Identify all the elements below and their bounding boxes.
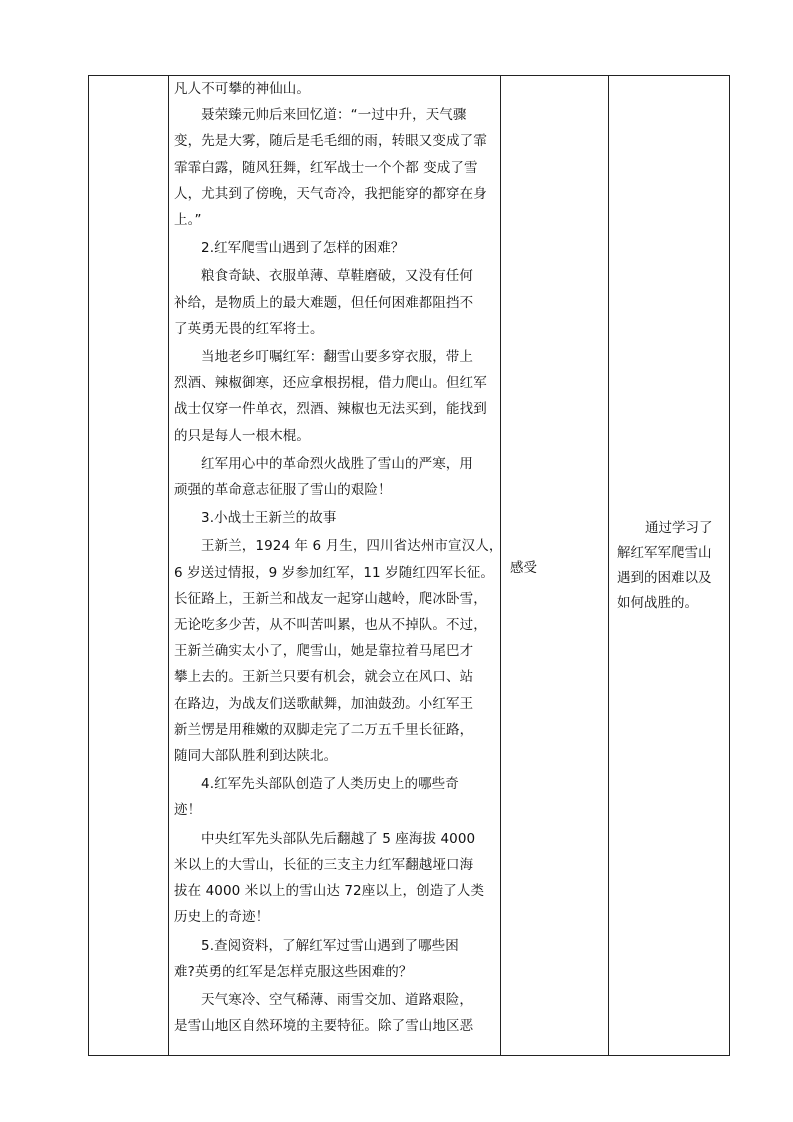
- intent-line: 解红军军爬雪山: [617, 544, 712, 561]
- intent-line: 遇到的困难以及: [617, 569, 712, 586]
- activity-text: 感受: [510, 559, 537, 576]
- content-line: 攀上去的。王新兰只要有机会，就会立在风口、站: [174, 669, 474, 686]
- content-line: 2.红军爬雪山遇到了怎样的困难？: [201, 240, 405, 257]
- content-line: 随同大部队胜利到达陕北。: [174, 748, 338, 765]
- content-line: 人，尤其到了傍晚，天气奇冷，我把能穿的都穿在身: [174, 185, 487, 202]
- content-line: 中央红军先头部队先后翻越了 5 座海拔 4000: [201, 830, 476, 847]
- content-line: 烈酒、辣椒御寒，还应拿根拐棍，借力爬山。但红军: [174, 375, 487, 392]
- content-line: 迹！: [174, 802, 202, 819]
- content-line: 是雪山地区自然环境的主要特征。除了雪山地区恶: [174, 1018, 474, 1035]
- content-line: 变，先是大雾，随后是毛毛细的雨，转眼又变成了霏: [174, 133, 487, 150]
- stage-cell: [89, 76, 169, 1056]
- content-line: 的只是每人一根木棍。: [174, 427, 310, 444]
- content-line: 上。”: [174, 212, 202, 229]
- content-line: 聂荣臻元帅后来回忆道：“一过中升，天气骤: [201, 107, 467, 124]
- content-line: 3.小战士王新兰的故事: [201, 510, 337, 527]
- content-cell: [169, 76, 501, 1056]
- content-line: 了英勇无畏的红军将士。: [174, 320, 324, 337]
- table-row: [89, 76, 730, 1056]
- content-line: 顽强的革命意志征服了雪山的艰险！: [174, 482, 392, 499]
- content-line: 当地老乡叮嘱红军：翻雪山要多穿衣服，带上: [201, 349, 473, 366]
- content-line: 难?英勇的红军是怎样克服这些困难的？: [174, 963, 413, 980]
- content-line: 长征路上，王新兰和战友一起穿山越岭，爬冰卧雪，: [174, 590, 487, 607]
- content-line: 5.查阅资料，了解红军过雪山遇到了哪些困: [201, 937, 459, 954]
- content-line: 战士仅穿一件单衣，烈酒、辣椒也无法买到，能找到: [174, 401, 487, 418]
- content-line: 红军用心中的革命烈火战胜了雪山的严寒，用: [201, 455, 473, 472]
- content-line: 新兰愣是用稚嫩的双脚走完了二万五千里长征路，: [174, 721, 474, 738]
- content-line: 补给，是物质上的最大难题，但任何困难都阻挡不: [174, 294, 474, 311]
- intent-line: 通过学习了: [645, 519, 713, 536]
- lesson-plan-table: [88, 75, 730, 1056]
- intent-line: 如何战胜的。: [617, 594, 698, 611]
- content-line: 凡人不可攀的神仙山。: [174, 81, 310, 97]
- content-line: 王新兰确实太小了，爬雪山，她是靠拉着马尾巴才: [174, 643, 474, 660]
- content-line: 在路边，为战友们送歌献舞，加油鼓劲。小红军王: [174, 695, 474, 712]
- content-line: 无论吃多少苦，从不叫苦叫累，也从不掉队。不过，: [174, 617, 487, 634]
- content-line: 4.红军先头部队创造了人类历史上的哪些奇: [201, 776, 459, 793]
- content-line: 王新兰，1924 年 6 月生，四川省达州市宣汉人，: [201, 538, 503, 555]
- content-line: 霏霏白露，随风狂舞，红军战士一个个都 变成了雪: [174, 159, 478, 176]
- intent-cell: [609, 76, 730, 1056]
- content-line: 米以上的大雪山，长征的三支主力红军翻越垭口海: [174, 856, 474, 873]
- content-line: 历史上的奇迹！: [174, 909, 270, 926]
- content-text: [174, 76, 503, 1039]
- content-line: 拔在 4000 米以上的雪山达 72座以上，创造了人类: [174, 883, 485, 900]
- intent-text: [609, 516, 729, 616]
- content-line: 天气寒冷、空气稀薄、雨雪交加、道路艰险，: [201, 991, 473, 1008]
- content-line: 粮食奇缺、衣服单薄、草鞋磨破，又没有任何: [201, 268, 473, 285]
- activity-cell: [501, 76, 609, 1056]
- content-line: 6 岁送过情报，9 岁参加红军，11 岁随红四军长征。: [174, 564, 494, 581]
